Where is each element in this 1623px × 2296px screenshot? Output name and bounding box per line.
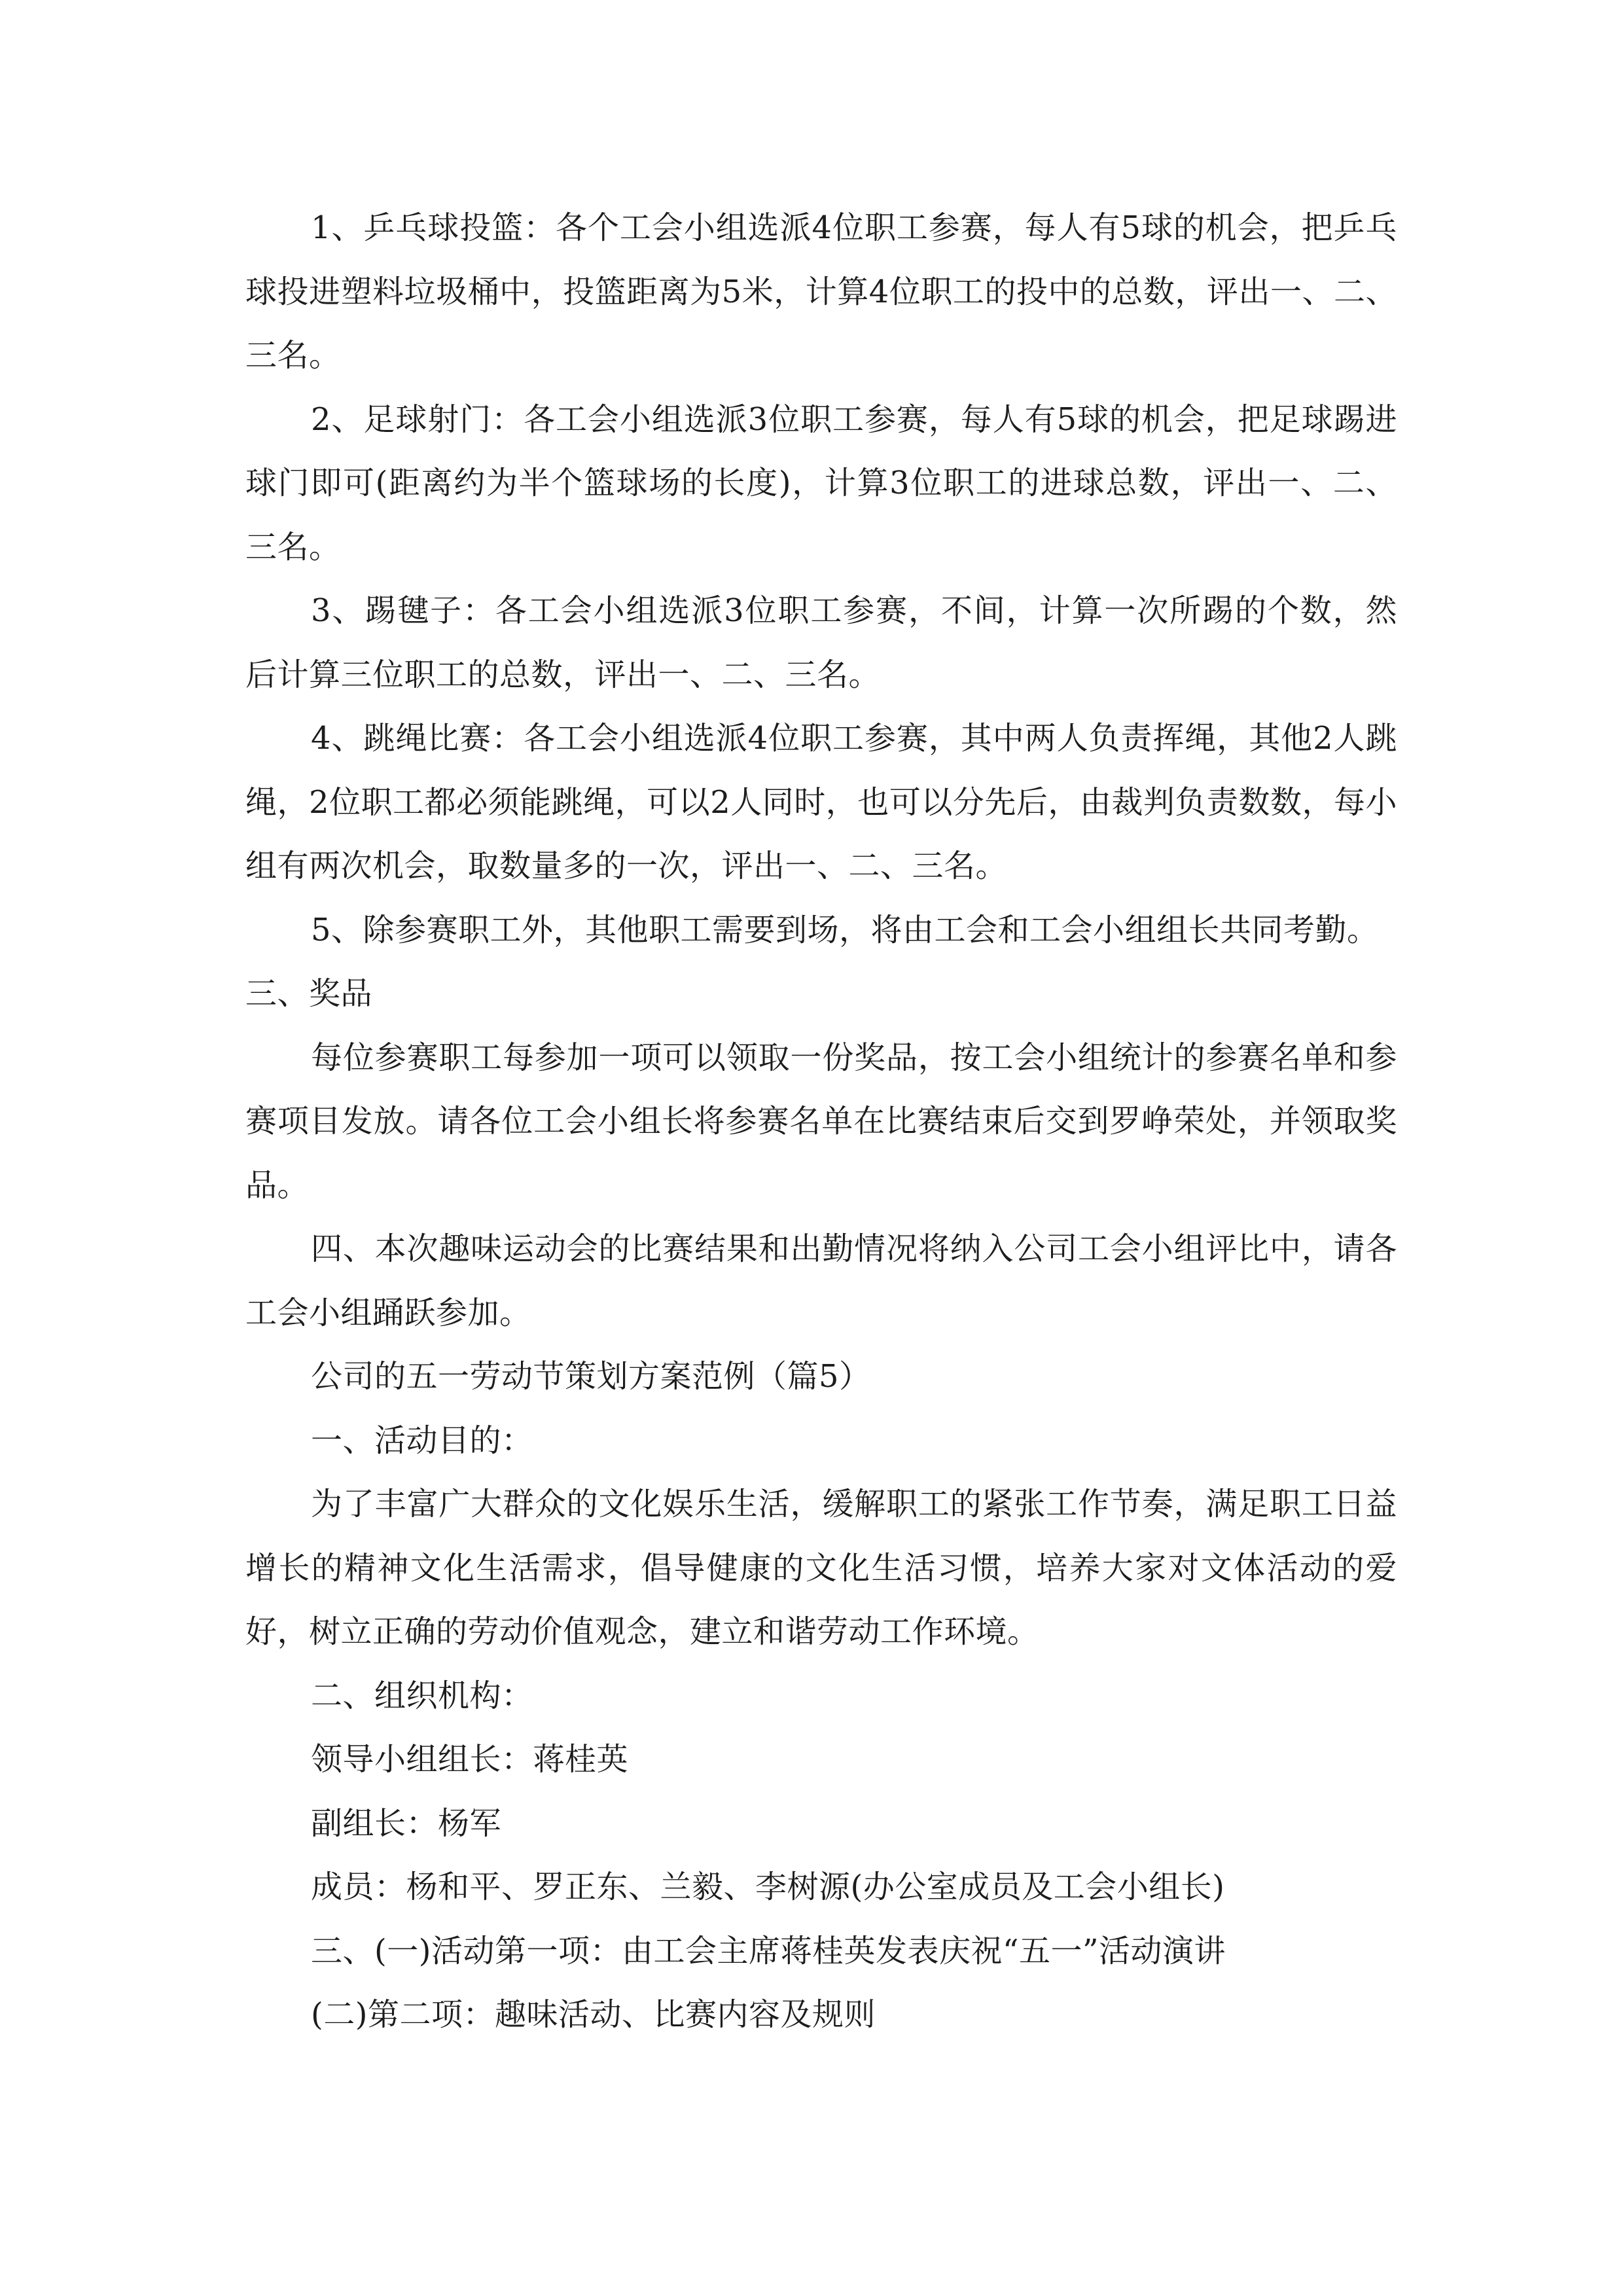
- section-heading-prizes: 三、奖品: [245, 975, 373, 1012]
- paragraph-football-shooting: 2、足球射门：各工会小组选派3位职工参赛，每人有5球的机会，把足球踢进球门即可(距离约为半个篮球场的长度)，计算3位职工的进球总数，评出一、二、三名。: [245, 401, 1397, 565]
- paragraph-attendance: 5、除参赛职工外，其他职工需要到场，将由工会和工会小组组长共同考勤。: [311, 911, 1379, 948]
- paragraph-shuttlecock: 3、踢毽子：各工会小组选派3位职工参赛，不间，计算一次所踢的个数，然后计算三位职工的总数，评出一、二、三名。: [245, 592, 1397, 693]
- paragraph-activity-one: 三、(一)活动第一项：由工会主席蒋桂英发表庆祝“五一”活动演讲: [311, 1932, 1226, 1969]
- paragraph-members: 成员：杨和平、罗正东、兰毅、李树源(办公室成员及工会小组长): [311, 1869, 1225, 1905]
- document-body: [245, 196, 1397, 2047]
- paragraph-activity-two: (二)第二项：趣味活动、比赛内容及规则: [311, 1996, 876, 2033]
- paragraph-purpose: 为了丰富广大群众的文化娱乐生活，缓解职工的紧张工作节奏，满足职工日益增长的精神文化生活需求，倡导健康的文化生活习惯，培养大家对文体活动的爱好，树立正确的劳动价值观念，建立和谐劳动工作环境。: [245, 1486, 1397, 1650]
- article-title: 公司的五一劳动节策划方案范例（篇5）: [311, 1358, 871, 1395]
- paragraph-rope-skipping: 4、跳绳比赛：各工会小组选派4位职工参赛，其中两人负责挥绳，其他2人跳绳，2位职工都必须能跳绳，可以2人同时，也可以分先后，由裁判负责数数，每小组有两次机会，取数量多的一次，评出一、二、三名。: [245, 720, 1397, 884]
- paragraph-prizes: 每位参赛职工每参加一项可以领取一份奖品，按工会小组统计的参赛名单和参赛项目发放。请各位工会小组长将参赛名单在比赛结束后交到罗峥荣处，并领取奖品。: [245, 1039, 1397, 1204]
- paragraph-pingpong-shooting: 1、乒乓球投篮：各个工会小组选派4位职工参赛，每人有5球的机会，把乒乓球投进塑料垃圾桶中，投篮距离为5米，计算4位职工的投中的总数，评出一、二、三名。: [245, 209, 1397, 374]
- paragraph-evaluation: 四、本次趣味运动会的比赛结果和出勤情况将纳入公司工会小组评比中，请各工会小组踊跃参加。: [245, 1230, 1397, 1331]
- section-heading-purpose: 一、活动目的：: [311, 1422, 533, 1459]
- paragraph-leader: 领导小组组长：蒋桂英: [311, 1741, 629, 1778]
- section-heading-organization: 二、组织机构：: [311, 1677, 533, 1714]
- paragraph-deputy-leader: 副组长：杨军: [311, 1804, 502, 1842]
